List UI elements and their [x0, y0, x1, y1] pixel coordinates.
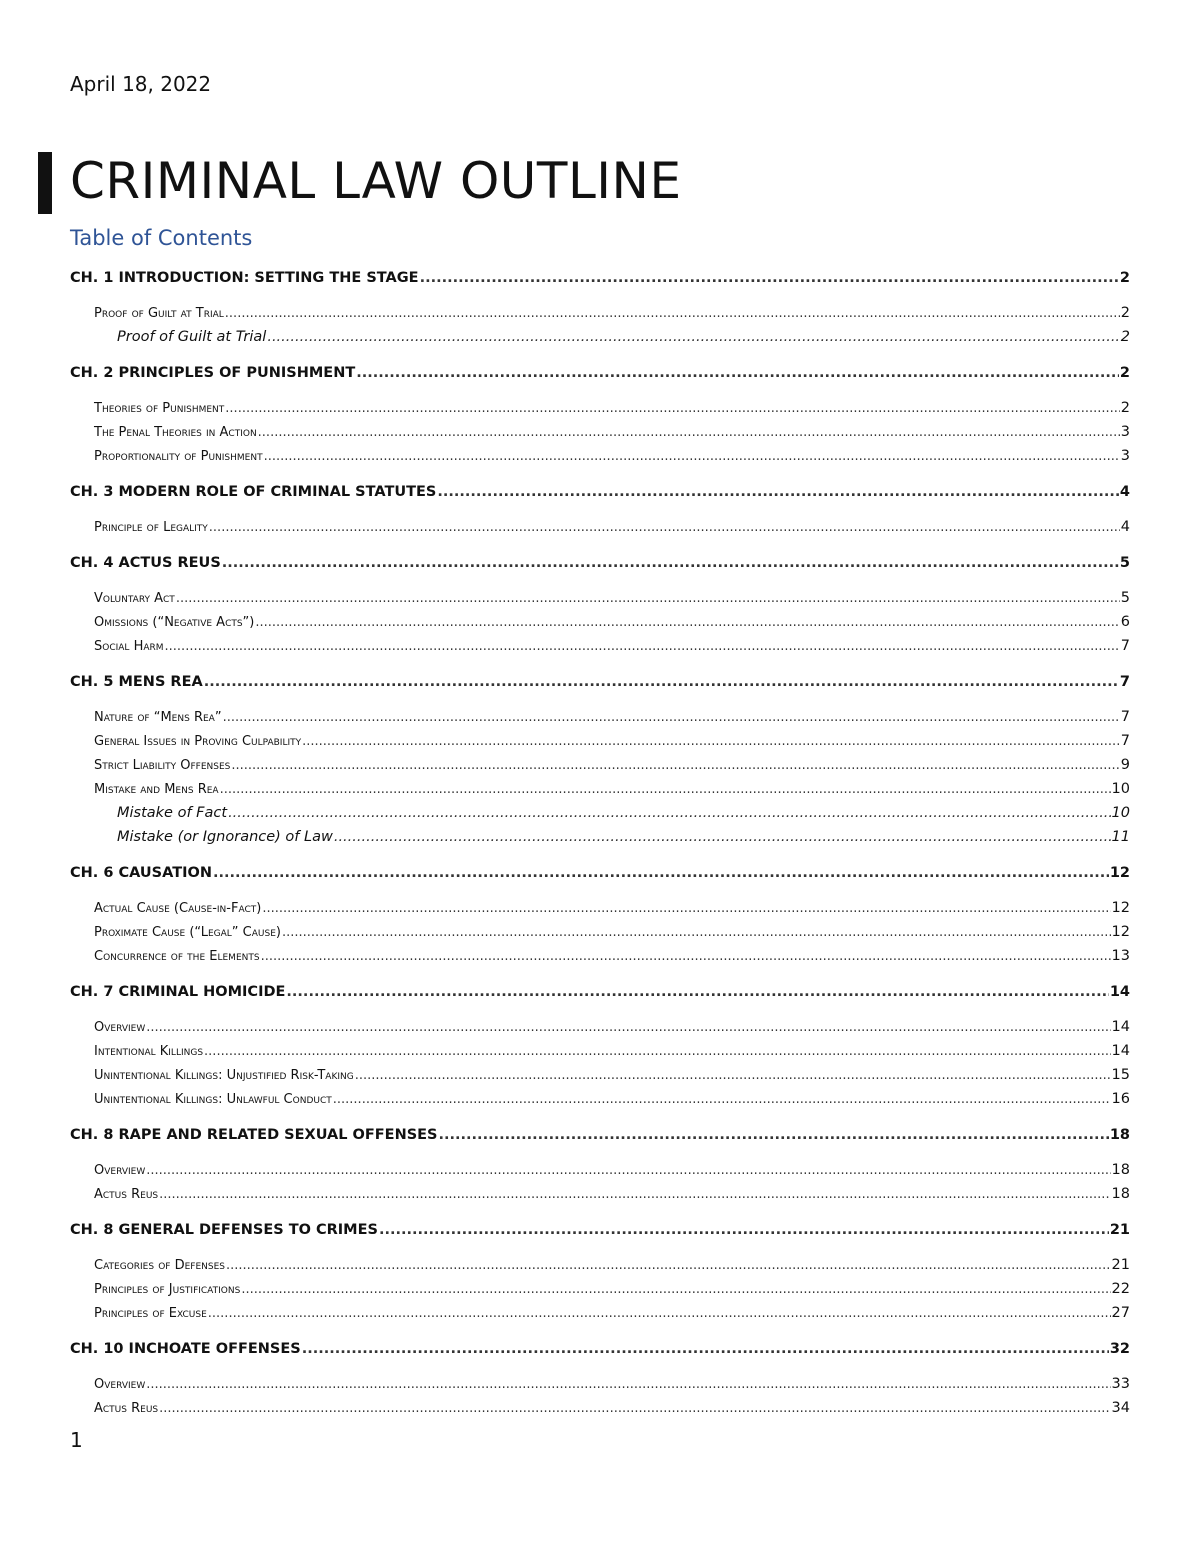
toc-entry-page: 2: [1119, 270, 1130, 286]
toc-entry-page: 22: [1111, 1281, 1130, 1297]
toc-entry-level-2[interactable]: [70, 301, 1130, 325]
toc-entry-level-2[interactable]: [70, 1039, 1130, 1063]
toc-leader-dots: [264, 445, 1120, 469]
toc-entry-page: 14: [1111, 1019, 1130, 1035]
toc-leader-dots: [165, 635, 1120, 659]
toc-entry-label: Proof of Guilt at Trial: [117, 329, 267, 345]
toc-entry-label: CH. 5 MENS REA: [70, 674, 203, 690]
toc-entry-page: 5: [1119, 555, 1130, 571]
toc-entry-label: Theories of Punishment: [94, 401, 225, 416]
toc-leader-dots: [226, 1254, 1111, 1278]
title-marker-bar: [38, 152, 52, 214]
toc-entry-page: 18: [1109, 1127, 1130, 1143]
toc-entry-label: CH. 3 MODERN ROLE OF CRIMINAL STATUTES: [70, 484, 437, 500]
toc-leader-dots: [146, 1373, 1110, 1397]
toc-leader-dots: [255, 611, 1119, 635]
toc-entry-page: 16: [1111, 1091, 1130, 1107]
toc-entry-label: Unintentional Killings: Unlawful Conduct: [94, 1092, 332, 1107]
toc-entry-level-2[interactable]: [70, 444, 1130, 468]
toc-leader-dots: [231, 754, 1119, 778]
toc-entry-page: 4: [1120, 519, 1130, 535]
toc-entry-label: Mistake of Fact: [117, 805, 228, 821]
toc-entry-level-2[interactable]: [70, 1158, 1130, 1182]
toc-entry-label: Principles of Justifications: [94, 1282, 241, 1297]
toc-entry-label: Proximate Cause (“Legal” Cause): [94, 925, 281, 940]
toc-leader-dots: [241, 1278, 1110, 1302]
table-of-contents: [70, 266, 1130, 1420]
toc-entry-level-3[interactable]: [70, 325, 1130, 349]
toc-entry-page: 21: [1111, 1257, 1130, 1273]
toc-entry-page: 9: [1120, 757, 1130, 773]
toc-entry-level-2[interactable]: [70, 396, 1130, 420]
toc-entry-level-2[interactable]: [70, 1396, 1130, 1420]
toc-entry-label: CH. 1 INTRODUCTION: SETTING THE STAGE: [70, 270, 419, 286]
toc-entry-level-1[interactable]: [70, 1123, 1130, 1147]
toc-entry-label: The Penal Theories in Action: [94, 425, 257, 440]
toc-entry-page: 5: [1120, 590, 1130, 606]
toc-entry-label: Strict Liability Offenses: [94, 758, 231, 773]
toc-entry-page: 15: [1111, 1067, 1130, 1083]
toc-entry-level-1[interactable]: [70, 361, 1130, 385]
toc-entry-page: 3: [1120, 448, 1130, 464]
toc-entry-label: Proportionality of Punishment: [94, 449, 263, 464]
toc-entry-level-1[interactable]: [70, 980, 1130, 1004]
toc-entry-level-2[interactable]: [70, 1372, 1130, 1396]
toc-entry-page: 12: [1111, 900, 1130, 916]
toc-entry-level-2[interactable]: [70, 753, 1130, 777]
toc-entry-page: 13: [1111, 948, 1130, 964]
toc-entry-level-2[interactable]: [70, 896, 1130, 920]
toc-leader-dots: [222, 551, 1119, 575]
toc-leader-dots: [333, 1088, 1111, 1112]
toc-entry-level-1[interactable]: [70, 670, 1130, 694]
toc-entry-page: 4: [1119, 484, 1130, 500]
toc-leader-dots: [176, 587, 1120, 611]
toc-entry-level-1[interactable]: [70, 1218, 1130, 1242]
toc-leader-dots: [302, 1337, 1109, 1361]
toc-entry-level-2[interactable]: [70, 1063, 1130, 1087]
toc-entry-label: CH. 8 RAPE AND RELATED SEXUAL OFFENSES: [70, 1127, 438, 1143]
toc-entry-page: 34: [1111, 1400, 1130, 1416]
toc-entry-level-2[interactable]: [70, 729, 1130, 753]
toc-leader-dots: [355, 1064, 1111, 1088]
toc-entry-page: 18: [1111, 1186, 1130, 1202]
toc-entry-label: Intentional Killings: [94, 1044, 204, 1059]
toc-leader-dots: [159, 1397, 1110, 1421]
toc-leader-dots: [439, 1123, 1109, 1147]
toc-entry-label: Overview: [94, 1020, 146, 1035]
toc-entry-label: Actus Reus: [94, 1401, 159, 1416]
toc-leader-dots: [204, 670, 1119, 694]
toc-leader-dots: [225, 302, 1120, 326]
toc-entry-label: General Issues in Proving Culpability: [94, 734, 302, 749]
toc-entry-label: Overview: [94, 1163, 146, 1178]
toc-leader-dots: [220, 778, 1111, 802]
toc-entry-level-1[interactable]: [70, 1337, 1130, 1361]
toc-entry-page: 3: [1120, 424, 1130, 440]
toc-entry-level-2[interactable]: [70, 1015, 1130, 1039]
toc-entry-label: Social Harm: [94, 639, 164, 654]
toc-entry-level-2[interactable]: [70, 634, 1130, 658]
toc-entry-label: Overview: [94, 1377, 146, 1392]
toc-entry-page: 2: [1120, 329, 1130, 345]
toc-entry-page: 11: [1111, 829, 1130, 845]
toc-entry-level-2[interactable]: [70, 586, 1130, 610]
toc-leader-dots: [204, 1040, 1111, 1064]
toc-entry-page: 7: [1120, 709, 1130, 725]
toc-leader-dots: [262, 897, 1110, 921]
toc-entry-label: Voluntary Act: [94, 591, 175, 606]
toc-leader-dots: [208, 1302, 1111, 1326]
toc-entry-level-2[interactable]: [70, 944, 1130, 968]
toc-entry-level-1[interactable]: [70, 861, 1130, 885]
toc-leader-dots: [420, 266, 1119, 290]
toc-entry-label: Principle of Legality: [94, 520, 208, 535]
toc-leader-dots: [286, 980, 1108, 1004]
toc-entry-label: Principles of Excuse: [94, 1306, 207, 1321]
toc-entry-level-1[interactable]: [70, 480, 1130, 504]
toc-entry-label: CH. 8 GENERAL DEFENSES TO CRIMES: [70, 1222, 378, 1238]
toc-entry-page: 32: [1109, 1341, 1130, 1357]
toc-leader-dots: [302, 730, 1120, 754]
toc-entry-level-2[interactable]: [70, 610, 1130, 634]
toc-entry-label: CH. 6 CAUSATION: [70, 865, 212, 881]
toc-leader-dots: [146, 1159, 1110, 1183]
toc-entry-level-2[interactable]: [70, 920, 1130, 944]
toc-entry-label: Mistake and Mens Rea: [94, 782, 219, 797]
toc-entry-label: Omissions (“Negative Acts”): [94, 615, 255, 630]
toc-entry-label: Mistake (or Ignorance) of Law: [117, 829, 333, 845]
toc-entry-page: 10: [1111, 781, 1130, 797]
toc-entry-page: 18: [1111, 1162, 1130, 1178]
toc-entry-label: CH. 2 PRINCIPLES OF PUNISHMENT: [70, 365, 356, 381]
toc-entry-level-2[interactable]: [70, 1253, 1130, 1277]
toc-entry-page: 14: [1109, 984, 1130, 1000]
toc-leader-dots: [223, 706, 1120, 730]
toc-entry-level-2[interactable]: [70, 1182, 1130, 1206]
toc-entry-level-2[interactable]: [70, 777, 1130, 801]
toc-leader-dots: [209, 516, 1120, 540]
toc-entry-level-2[interactable]: [70, 705, 1130, 729]
toc-leader-dots: [379, 1218, 1109, 1242]
toc-entry-label: CH. 7 CRIMINAL HOMICIDE: [70, 984, 286, 1000]
toc-entry-page: 12: [1111, 924, 1130, 940]
toc-leader-dots: [159, 1183, 1110, 1207]
toc-entry-level-1[interactable]: [70, 266, 1130, 290]
toc-leader-dots: [213, 861, 1109, 885]
toc-leader-dots: [228, 801, 1110, 825]
toc-entry-label: CH. 10 INCHOATE OFFENSES: [70, 1341, 301, 1357]
toc-entry-page: 7: [1120, 733, 1130, 749]
toc-leader-dots: [146, 1016, 1110, 1040]
toc-entry-level-2[interactable]: [70, 420, 1130, 444]
toc-entry-page: 7: [1120, 638, 1130, 654]
toc-leader-dots: [258, 421, 1120, 445]
toc-entry-page: 2: [1119, 365, 1130, 381]
toc-entry-label: Categories of Defenses: [94, 1258, 226, 1273]
toc-entry-label: Actus Reus: [94, 1187, 159, 1202]
toc-entry-level-3[interactable]: [70, 825, 1130, 849]
toc-entry-page: 10: [1111, 805, 1130, 821]
toc-entry-label: Actual Cause (Cause-in-Fact): [94, 901, 262, 916]
toc-entry-level-2[interactable]: [70, 1301, 1130, 1325]
toc-entry-page: 2: [1120, 400, 1130, 416]
document-date: April 18, 2022: [70, 72, 212, 96]
toc-entry-page: 7: [1119, 674, 1130, 690]
toc-entry-page: 2: [1120, 305, 1130, 321]
toc-entry-page: 6: [1120, 614, 1130, 630]
toc-entry-level-3[interactable]: [70, 801, 1130, 825]
toc-leader-dots: [261, 945, 1111, 969]
document-title: CRIMINAL LAW OUTLINE: [70, 152, 682, 210]
toc-leader-dots: [282, 921, 1111, 945]
toc-entry-level-1[interactable]: [70, 551, 1130, 575]
toc-entry-page: 14: [1111, 1043, 1130, 1059]
toc-entry-label: Concurrence of the Elements: [94, 949, 260, 964]
toc-entry-page: 21: [1109, 1222, 1130, 1238]
page-number: 1: [70, 1428, 83, 1452]
toc-entry-page: 27: [1111, 1305, 1130, 1321]
toc-entry-label: Unintentional Killings: Unjustified Risk-Taking: [94, 1068, 354, 1083]
toc-entry-level-2[interactable]: [70, 1277, 1130, 1301]
toc-leader-dots: [356, 361, 1119, 385]
toc-entry-label: CH. 4 ACTUS REUS: [70, 555, 221, 571]
toc-heading: Table of Contents: [70, 226, 253, 250]
toc-entry-label: Nature of “Mens Rea”: [94, 710, 222, 725]
toc-leader-dots: [225, 397, 1119, 421]
toc-leader-dots: [334, 825, 1111, 849]
toc-entry-level-2[interactable]: [70, 515, 1130, 539]
toc-leader-dots: [267, 325, 1119, 349]
toc-leader-dots: [437, 480, 1119, 504]
toc-entry-level-2[interactable]: [70, 1087, 1130, 1111]
toc-entry-label: Proof of Guilt at Trial: [94, 306, 224, 321]
toc-entry-page: 12: [1109, 865, 1130, 881]
toc-entry-page: 33: [1111, 1376, 1130, 1392]
